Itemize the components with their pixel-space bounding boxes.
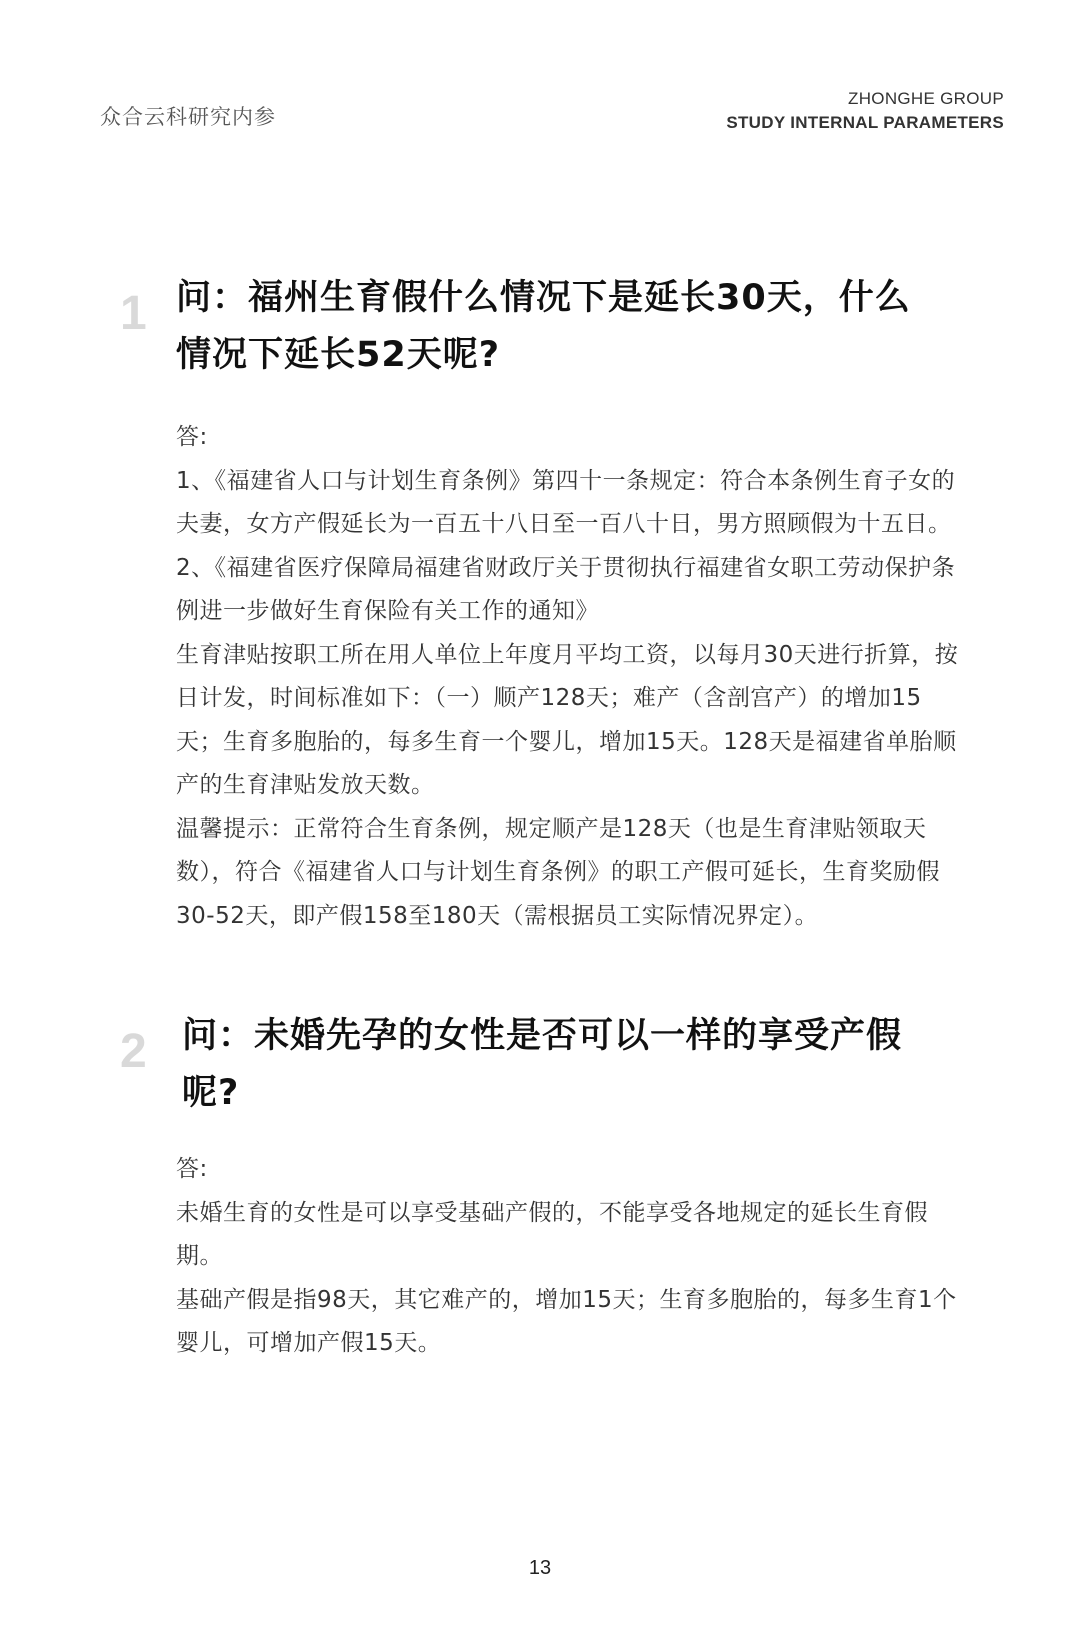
brand-line-1: ZHONGHE GROUP <box>848 89 1004 108</box>
header-right-brand <box>726 87 1004 135</box>
page-number: 13 <box>528 1557 552 1579</box>
section-2-question: 问：未婚先孕的女性是否可以一样的享受产假呢? <box>182 1016 903 1113</box>
brand-line-2: STUDY INTERNAL PARAMETERS <box>726 113 1004 132</box>
section-2-number: 2 <box>120 1025 147 1078</box>
answer-paragraph: 生育津贴按职工所在用人单位上年度月平均工资，以每月30天进行折算，按日计发，时间标准如下：（一）顺产128天；难产（含剖宫产）的增加15天；生育多胞胎的，每多生育一个婴儿，增加15天。128天是福建省单胎顺产的生育津贴发放天数。 <box>176 641 959 798</box>
answer-paragraph: 基础产假是指98天，其它难产的，增加15天；生育多胞胎的，每多生育1个婴儿，可增加产假15天。 <box>176 1286 957 1356</box>
answer-paragraph: 未婚生育的女性是可以享受基础产假的，不能享受各地规定的延长生育假期。 <box>176 1199 928 1269</box>
section-1-question: 问：福州生育假什么情况下是延长30天，什么情况下延长52天呢? <box>176 278 911 375</box>
answer-paragraph: 1、《福建省人口与计划生育条例》第四十一条规定：符合本条例生育子女的夫妻，女方产假延长为一百五十八日至一百八十日，男方照顾假为十五日。 <box>176 467 956 537</box>
answer-label: 答: <box>176 1156 208 1182</box>
header-left-title: 众合云科研究内参 <box>100 105 276 129</box>
section-1-answer <box>176 416 966 938</box>
section-1-number: 1 <box>120 287 147 340</box>
answer-paragraph: 2、《福建省医疗保障局福建省财政厅关于贯彻执行福建省女职工劳动保护条例进一步做好生育保险有关工作的通知》 <box>176 554 956 624</box>
section-2-answer <box>176 1148 966 1366</box>
answer-label: 答: <box>176 424 208 450</box>
answer-paragraph: 温馨提示：正常符合生育条例，规定顺产是128天（也是生育津贴领取天数），符合《福建省人口与计划生育条例》的职工产假可延长，生育奖励假30-52天，即产假158至180天（需根据员工实际情况界定）。 <box>176 815 940 929</box>
